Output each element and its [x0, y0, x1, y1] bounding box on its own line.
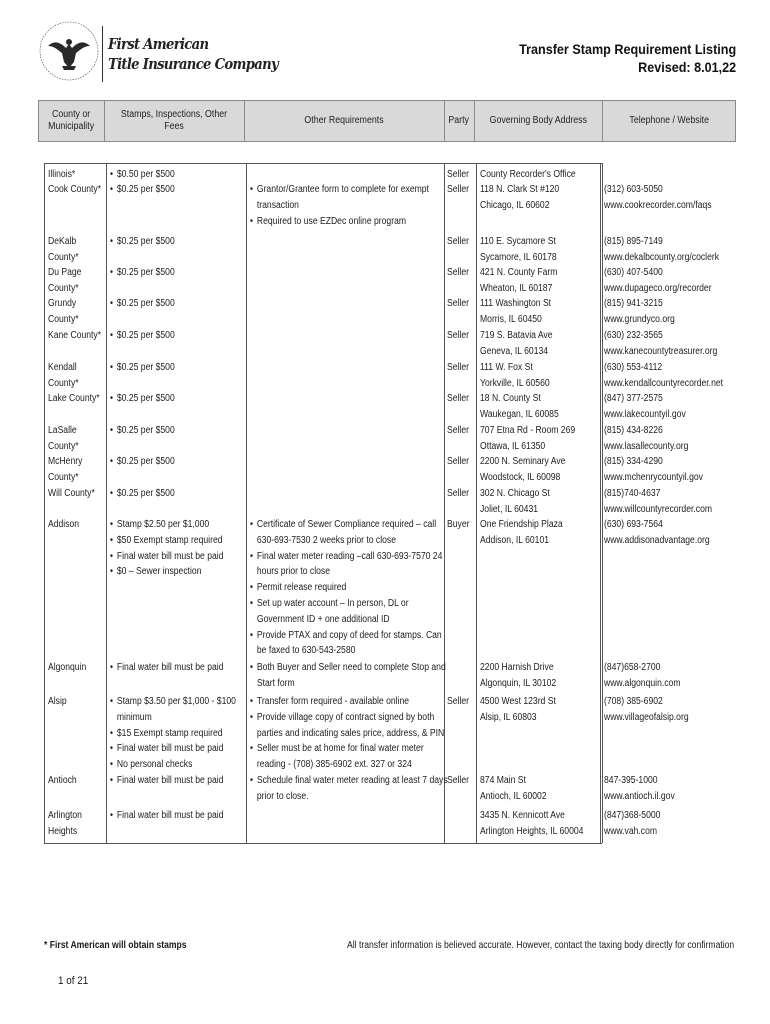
document-title-line2: Revised: 8.01,22	[637, 59, 736, 75]
address-cell-line: 3435 N. Kennicott Ave	[480, 810, 565, 821]
fees-cell-line: • Stamp $2.50 per $1,000	[110, 517, 223, 533]
fees-cell-line: • $0.25 per $500	[110, 423, 175, 439]
requirements-cell-line: prior to close.	[256, 790, 309, 802]
municipality-cell-line: Cook County*	[48, 184, 102, 195]
requirements-cell-line: Government ID + one additional ID	[256, 613, 390, 625]
header-separator	[474, 100, 475, 142]
address-cell-line: Chicago, IL 60602	[480, 199, 550, 211]
address-cell-line: 719 S. Batavia Ave	[480, 330, 553, 341]
bullet-icon: •	[110, 488, 114, 499]
municipality-cell	[48, 360, 84, 392]
address-cell	[480, 423, 591, 455]
address-cell-line: Addison, IL 60101	[480, 534, 550, 546]
document-title-line1: Transfer Stamp Requirement Listing	[518, 41, 736, 57]
bullet-icon: •	[110, 534, 114, 546]
fees-cell	[110, 234, 185, 250]
fees-cell	[110, 773, 242, 789]
fees-cell-line: • $50 Exempt stamp required	[110, 533, 223, 549]
municipality-cell-line: Lake County*	[48, 393, 100, 404]
municipality-cell-line: Alsip	[48, 696, 67, 707]
municipality-cell	[48, 454, 88, 486]
address-cell	[480, 234, 569, 266]
contact-cell-line: www.dekalbcounty.org/coclerk	[604, 251, 720, 263]
address-cell-line: Yorkville, IL 60560	[480, 377, 550, 389]
municipality-cell-line: LaSalle	[48, 425, 77, 436]
address-cell-line: Ottawa, IL 61350	[480, 440, 546, 452]
address-cell-line: 4500 West 123rd St	[480, 696, 556, 707]
bullet-icon: •	[110, 425, 114, 436]
fees-cell-line: • $0.25 per $500	[110, 234, 175, 250]
party-cell-line: Seller	[447, 169, 469, 180]
requirements-cell-line: • Set up water account – In person, DL or	[250, 596, 442, 612]
logo-divider	[102, 26, 103, 82]
bullet-icon: •	[110, 566, 114, 578]
contact-cell-line: (815) 941-3215	[604, 298, 663, 309]
address-cell	[480, 328, 564, 360]
contact-cell	[604, 486, 730, 518]
party-cell-line: Seller	[447, 696, 469, 707]
party-cell	[447, 773, 473, 789]
party-cell	[447, 328, 473, 344]
bullet-icon: •	[250, 629, 254, 641]
address-cell-line: 110 E. Sycamore St	[480, 236, 556, 247]
municipality-cell	[48, 265, 87, 297]
bullet-icon: •	[250, 696, 254, 707]
requirements-cell-line: • Provide village copy of contract signed by both	[250, 710, 444, 726]
table-column-line	[44, 163, 45, 843]
contact-cell	[604, 423, 702, 455]
fees-cell-line: • Final water bill must be paid	[110, 549, 223, 565]
requirements-cell-line: • Provide PTAX and copy of deed for stamps. Can	[250, 628, 442, 644]
municipality-cell	[48, 328, 110, 344]
municipality-cell	[48, 517, 84, 533]
municipality-cell-line: County*	[48, 251, 79, 263]
requirements-cell-line: • Final water meter reading –call 630-693-7570 24	[250, 549, 442, 565]
header-party	[444, 100, 474, 142]
table-row-line	[44, 843, 602, 844]
address-cell	[480, 391, 572, 423]
municipality-cell-line: County*	[48, 471, 79, 483]
address-cell-line: Alsip, IL 60803	[480, 711, 537, 723]
party-cell-line: Seller	[447, 330, 469, 341]
bullet-icon: •	[110, 810, 114, 821]
municipality-cell-line: Antioch	[48, 775, 77, 786]
fees-cell	[110, 296, 185, 312]
bullet-icon: •	[110, 775, 114, 786]
contact-cell	[604, 694, 702, 726]
requirements-cell	[250, 694, 476, 773]
contact-cell-line: (847) 377-2575	[604, 393, 663, 404]
party-cell	[447, 694, 473, 710]
fees-cell-line: • $0.25 per $500	[110, 296, 175, 312]
bullet-icon: •	[110, 267, 114, 278]
bullet-icon: •	[110, 362, 114, 373]
address-cell-line: Geneva, IL 60134	[480, 345, 549, 357]
header-address	[474, 100, 602, 142]
fees-cell	[110, 328, 185, 344]
contact-cell-line: www.willcountyrecorder.com	[604, 503, 713, 515]
address-cell	[480, 773, 557, 805]
bullet-icon: •	[110, 169, 114, 180]
municipality-cell	[48, 773, 81, 789]
contact-cell-line: www.villageofalsip.org	[604, 711, 689, 723]
contact-cell-line: www.algonquin.com	[604, 677, 681, 689]
contact-cell-line: www.mchenrycountyil.gov	[604, 471, 703, 483]
address-cell	[480, 360, 561, 392]
contact-cell	[604, 517, 727, 549]
contact-cell-line: www.kendallcountyrecorder.net	[604, 377, 724, 389]
requirements-cell-line: be faxed to 630-543-2580	[256, 645, 356, 657]
address-cell-line: Wheaton, IL 60187	[480, 282, 553, 294]
fees-cell	[110, 660, 242, 676]
requirements-cell-line: • Transfer form required - available online	[250, 694, 444, 710]
fees-cell-line: • Final water bill must be paid	[110, 808, 223, 824]
contact-cell	[604, 182, 729, 214]
party-cell	[447, 391, 473, 407]
table-column-line	[106, 163, 107, 843]
contact-cell-line: www.lasallecounty.org	[604, 440, 689, 452]
table-column-line	[600, 163, 601, 843]
header-municipality-label: County or Municipality	[48, 109, 94, 132]
municipality-cell	[48, 423, 84, 455]
fees-cell-line: • $0.25 per $500	[110, 182, 175, 198]
bullet-icon: •	[110, 662, 114, 673]
requirements-cell-line: reading - (708) 385-6902 ext. 327 or 324	[256, 759, 412, 771]
requirements-cell-line: • Schedule final water meter reading at least 7 days	[250, 773, 448, 789]
fees-cell	[110, 391, 185, 407]
bullet-icon: •	[110, 456, 114, 467]
address-cell-line: 118 N. Clark St #120	[480, 184, 560, 195]
contact-cell-line: www.cookrecorder.com/faqs	[604, 199, 712, 211]
contact-cell	[604, 391, 699, 423]
party-cell-line: Seller	[447, 488, 469, 499]
fees-cell	[110, 167, 185, 183]
party-cell-line: Seller	[447, 425, 469, 436]
bullet-icon: •	[110, 184, 114, 195]
party-cell-line: Seller	[447, 775, 469, 786]
address-cell	[480, 454, 579, 486]
municipality-cell	[48, 234, 84, 266]
bullet-icon: •	[110, 393, 114, 404]
contact-cell-line: (630) 693-7564	[604, 519, 663, 530]
requirements-cell-line: 630-693-7530 2 weeks prior to close	[256, 534, 396, 546]
bullet-icon: •	[250, 711, 254, 723]
fees-cell-line: • $0.25 per $500	[110, 486, 175, 502]
contact-cell	[604, 808, 670, 840]
contact-cell-line: www.lakecountyil.gov	[604, 408, 686, 420]
contact-cell-line: (630) 232-3565	[604, 330, 663, 341]
address-cell-line: 2200 Harnish Drive	[480, 662, 554, 673]
header-separator	[602, 100, 603, 142]
fees-cell-line: • $0.25 per $500	[110, 265, 175, 281]
header-fees-label: Stamps, Inspections, Other Fees	[120, 109, 228, 132]
contact-cell	[604, 360, 742, 392]
municipality-cell-line: Grundy	[48, 298, 77, 309]
fees-cell-line: • No personal checks	[110, 757, 236, 773]
municipality-cell-line: Heights	[48, 825, 78, 837]
party-cell	[447, 517, 473, 533]
party-cell	[447, 265, 473, 281]
requirements-cell-line: parties and indicating sales price, address, & PIN	[256, 727, 445, 739]
address-cell-line: Joliet, IL 60431	[480, 503, 539, 515]
bullet-icon: •	[250, 550, 254, 562]
header-other-requirements-label: Other Requirements	[304, 115, 384, 126]
municipality-cell	[48, 808, 87, 840]
contact-cell-line: (815) 334-4290	[604, 456, 663, 467]
bullet-icon: •	[110, 743, 114, 755]
requirements-cell-line: hours prior to close	[256, 566, 331, 578]
party-cell	[447, 454, 473, 470]
bullet-icon: •	[110, 759, 114, 771]
eagle-seal-logo	[38, 20, 100, 82]
municipality-cell-line: County*	[48, 313, 79, 325]
header-contact	[602, 100, 736, 142]
address-cell-line: 707 Etna Rd - Room 269	[480, 425, 576, 436]
requirements-cell	[250, 517, 474, 659]
fees-cell	[110, 182, 185, 198]
header-contact-label: Telephone / Website	[629, 115, 709, 126]
contact-cell-line: www.grundyco.org	[604, 313, 675, 325]
fees-cell	[110, 454, 185, 470]
address-cell-line: 302 N. Chicago St	[480, 488, 550, 499]
company-name	[108, 34, 278, 74]
address-cell-line: 874 Main St	[480, 775, 526, 786]
fees-cell-line: minimum	[116, 711, 152, 723]
bullet-icon: •	[250, 743, 254, 755]
party-cell	[447, 360, 473, 376]
bullet-icon: •	[110, 696, 114, 707]
address-cell-line: County Recorder's Office	[480, 169, 576, 180]
requirements-cell	[250, 660, 478, 692]
fees-cell-line: • $0.25 per $500	[110, 360, 175, 376]
fees-cell-line: • Final water bill must be paid	[110, 741, 236, 757]
contact-cell-line: www.kanecountytreasurer.org	[604, 345, 718, 357]
address-cell	[480, 694, 568, 726]
address-cell-line: One Friendship Plaza	[480, 519, 563, 530]
page-number: 1 of 21	[58, 975, 89, 987]
bullet-icon: •	[250, 775, 254, 786]
bullet-icon: •	[250, 215, 254, 227]
bullet-icon: •	[110, 330, 114, 341]
fees-cell-line: • $0.50 per $500	[110, 167, 175, 183]
fees-cell-line: • $0.25 per $500	[110, 391, 175, 407]
address-cell	[480, 167, 591, 183]
contact-cell-line: www.dupageco.org/recorder	[604, 282, 712, 294]
municipality-cell-line: Du Page	[48, 267, 82, 278]
contact-cell-line: www.antioch.il.gov	[604, 790, 675, 802]
address-cell-line: Sycamore, IL 60178	[480, 251, 557, 263]
municipality-cell-line: DeKalb	[48, 236, 77, 247]
fees-cell-line: • Stamp $3.50 per $1,000 - $100	[110, 694, 236, 710]
header-address-label: Governing Body Address	[489, 115, 587, 126]
bullet-icon: •	[250, 519, 254, 530]
fees-cell	[110, 517, 242, 580]
contact-cell-line: (630) 553-4112	[604, 362, 663, 373]
address-cell	[480, 808, 600, 840]
address-cell-line: 111 W. Fox St	[480, 362, 533, 373]
requirements-cell-line: • Both Buyer and Seller need to complete Stop and	[250, 660, 446, 676]
bullet-icon: •	[110, 727, 114, 739]
contact-cell-line: 847-395-1000	[604, 775, 658, 786]
municipality-cell-line: County*	[48, 377, 79, 389]
address-cell	[480, 265, 570, 297]
municipality-cell-line: Illinois*	[48, 169, 76, 180]
company-name-line1: First American	[108, 35, 209, 53]
fees-cell-line: • $15 Exempt stamp required	[110, 726, 236, 742]
fees-cell	[110, 423, 185, 439]
footnote-stamps: * First American will obtain stamps	[44, 940, 187, 951]
contact-cell-line: (815) 434-8226	[604, 425, 663, 436]
fees-cell-line: • $0.25 per $500	[110, 454, 175, 470]
fees-cell	[110, 694, 256, 773]
document-title	[495, 40, 736, 76]
party-cell	[447, 167, 473, 183]
header-separator	[444, 100, 445, 142]
fees-cell	[110, 265, 185, 281]
bullet-icon: •	[110, 519, 114, 530]
party-cell-line: Seller	[447, 393, 469, 404]
bullet-icon: •	[250, 184, 254, 195]
requirements-cell-line: • Required to use EZDec online program	[250, 214, 429, 230]
municipality-cell-line: Algonquin	[48, 662, 87, 673]
party-cell	[447, 182, 473, 198]
contact-cell-line: (630) 407-5400	[604, 267, 663, 278]
fees-cell	[110, 360, 185, 376]
contact-cell	[604, 296, 686, 328]
party-cell	[447, 423, 473, 439]
contact-cell-line: (815) 895-7149	[604, 236, 663, 247]
bullet-icon: •	[250, 597, 254, 609]
party-cell-line: Seller	[447, 236, 469, 247]
contact-cell-line: (847)658-2700	[604, 662, 661, 673]
contact-cell-line: www.addisonadvantage.org	[604, 534, 710, 546]
address-cell-line: Waukegan, IL 60085	[480, 408, 559, 420]
header-separator	[244, 100, 245, 142]
address-cell	[480, 660, 569, 692]
requirements-cell-line: • Certificate of Sewer Compliance required – call	[250, 517, 442, 533]
contact-cell	[604, 234, 738, 266]
requirements-cell-line: • Seller must be at home for final water meter	[250, 741, 444, 757]
fees-cell-line: • Final water bill must be paid	[110, 773, 223, 789]
contact-cell	[604, 660, 693, 692]
contact-cell-line: www.vah.com	[604, 825, 658, 837]
fees-cell-line: • $0.25 per $500	[110, 328, 175, 344]
header-separator	[104, 100, 105, 142]
municipality-cell	[48, 167, 80, 183]
header-fees	[104, 100, 244, 142]
requirements-cell-line: transaction	[256, 199, 299, 211]
municipality-cell-line: McHenry	[48, 456, 83, 467]
party-cell-line: Seller	[447, 184, 469, 195]
footnote-disclaimer: All transfer information is believed accurate. However, contact the taxing body directly for confirmation	[346, 940, 734, 951]
municipality-cell-line: County*	[48, 282, 79, 294]
contact-cell-line: (312) 603-5050	[604, 184, 663, 195]
municipality-cell-line: Will County*	[48, 488, 95, 499]
municipality-cell-line: Arlington	[48, 810, 82, 821]
fees-cell	[110, 808, 242, 824]
bullet-icon: •	[110, 298, 114, 309]
address-cell	[480, 296, 563, 328]
header-municipality	[38, 100, 104, 142]
company-name-line2: Title Insurance Company	[108, 55, 279, 73]
contact-cell-line: (708) 385-6902	[604, 696, 663, 707]
bullet-icon: •	[110, 236, 114, 247]
municipality-cell-line: Addison	[48, 519, 80, 530]
party-cell-line: Seller	[447, 298, 469, 309]
requirements-cell-line: • Permit release required	[250, 580, 442, 596]
address-cell-line: Arlington Heights, IL 60004	[480, 825, 584, 837]
municipality-cell	[48, 182, 110, 198]
address-cell-line: Algonquin, IL 30102	[480, 677, 557, 689]
contact-cell	[604, 773, 686, 805]
contact-cell	[604, 265, 729, 297]
requirements-cell-line: Start form	[256, 677, 295, 689]
address-cell-line: 2200 N. Seminary Ave	[480, 456, 566, 467]
municipality-cell-line: Kane County*	[48, 330, 102, 341]
table-row-line	[44, 163, 602, 164]
contact-cell	[604, 328, 736, 360]
address-cell-line: Antioch, IL 60002	[480, 790, 547, 802]
address-cell-line: 421 N. County Farm	[480, 267, 558, 278]
header-party-label: Party	[448, 115, 470, 126]
party-cell-line: Seller	[447, 267, 469, 278]
contact-cell-line: (847)368-5000	[604, 810, 661, 821]
bullet-icon: •	[110, 550, 114, 562]
party-cell	[447, 296, 473, 312]
address-cell-line: Morris, IL 60450	[480, 313, 542, 325]
requirements-cell-line: • Grantor/Grantee form to complete for exempt	[250, 182, 429, 198]
bullet-icon: •	[250, 582, 254, 594]
requirements-cell	[250, 182, 458, 229]
municipality-cell	[48, 391, 108, 407]
municipality-cell	[48, 694, 70, 710]
address-cell-line: Woodstock, IL 60098	[480, 471, 561, 483]
bullet-icon: •	[250, 662, 254, 673]
address-cell	[480, 517, 576, 549]
header-other-requirements	[244, 100, 444, 142]
requirements-cell	[250, 773, 480, 805]
municipality-cell-line: Kendall	[48, 362, 77, 373]
party-cell	[447, 234, 473, 250]
fees-cell	[110, 486, 185, 502]
address-cell-line: 18 N. County St	[480, 393, 541, 404]
address-cell	[480, 182, 572, 214]
municipality-cell	[48, 296, 84, 328]
table-column-line	[476, 163, 477, 843]
contact-cell	[604, 454, 719, 486]
address-cell	[480, 486, 561, 518]
party-cell-line: Seller	[447, 362, 469, 373]
municipality-cell	[48, 660, 92, 676]
fees-cell-line: • $0 – Sewer inspection	[110, 564, 223, 580]
address-cell-line: 111 Washington St	[480, 298, 552, 309]
municipality-cell	[48, 486, 102, 502]
contact-cell-line: (815)740-4637	[604, 488, 661, 499]
party-cell	[447, 486, 473, 502]
municipality-cell-line: County*	[48, 440, 79, 452]
table-column-line	[602, 163, 603, 843]
party-cell-line: Buyer	[447, 519, 470, 530]
fees-cell-line: • Final water bill must be paid	[110, 660, 223, 676]
party-cell-line: Seller	[447, 456, 469, 467]
